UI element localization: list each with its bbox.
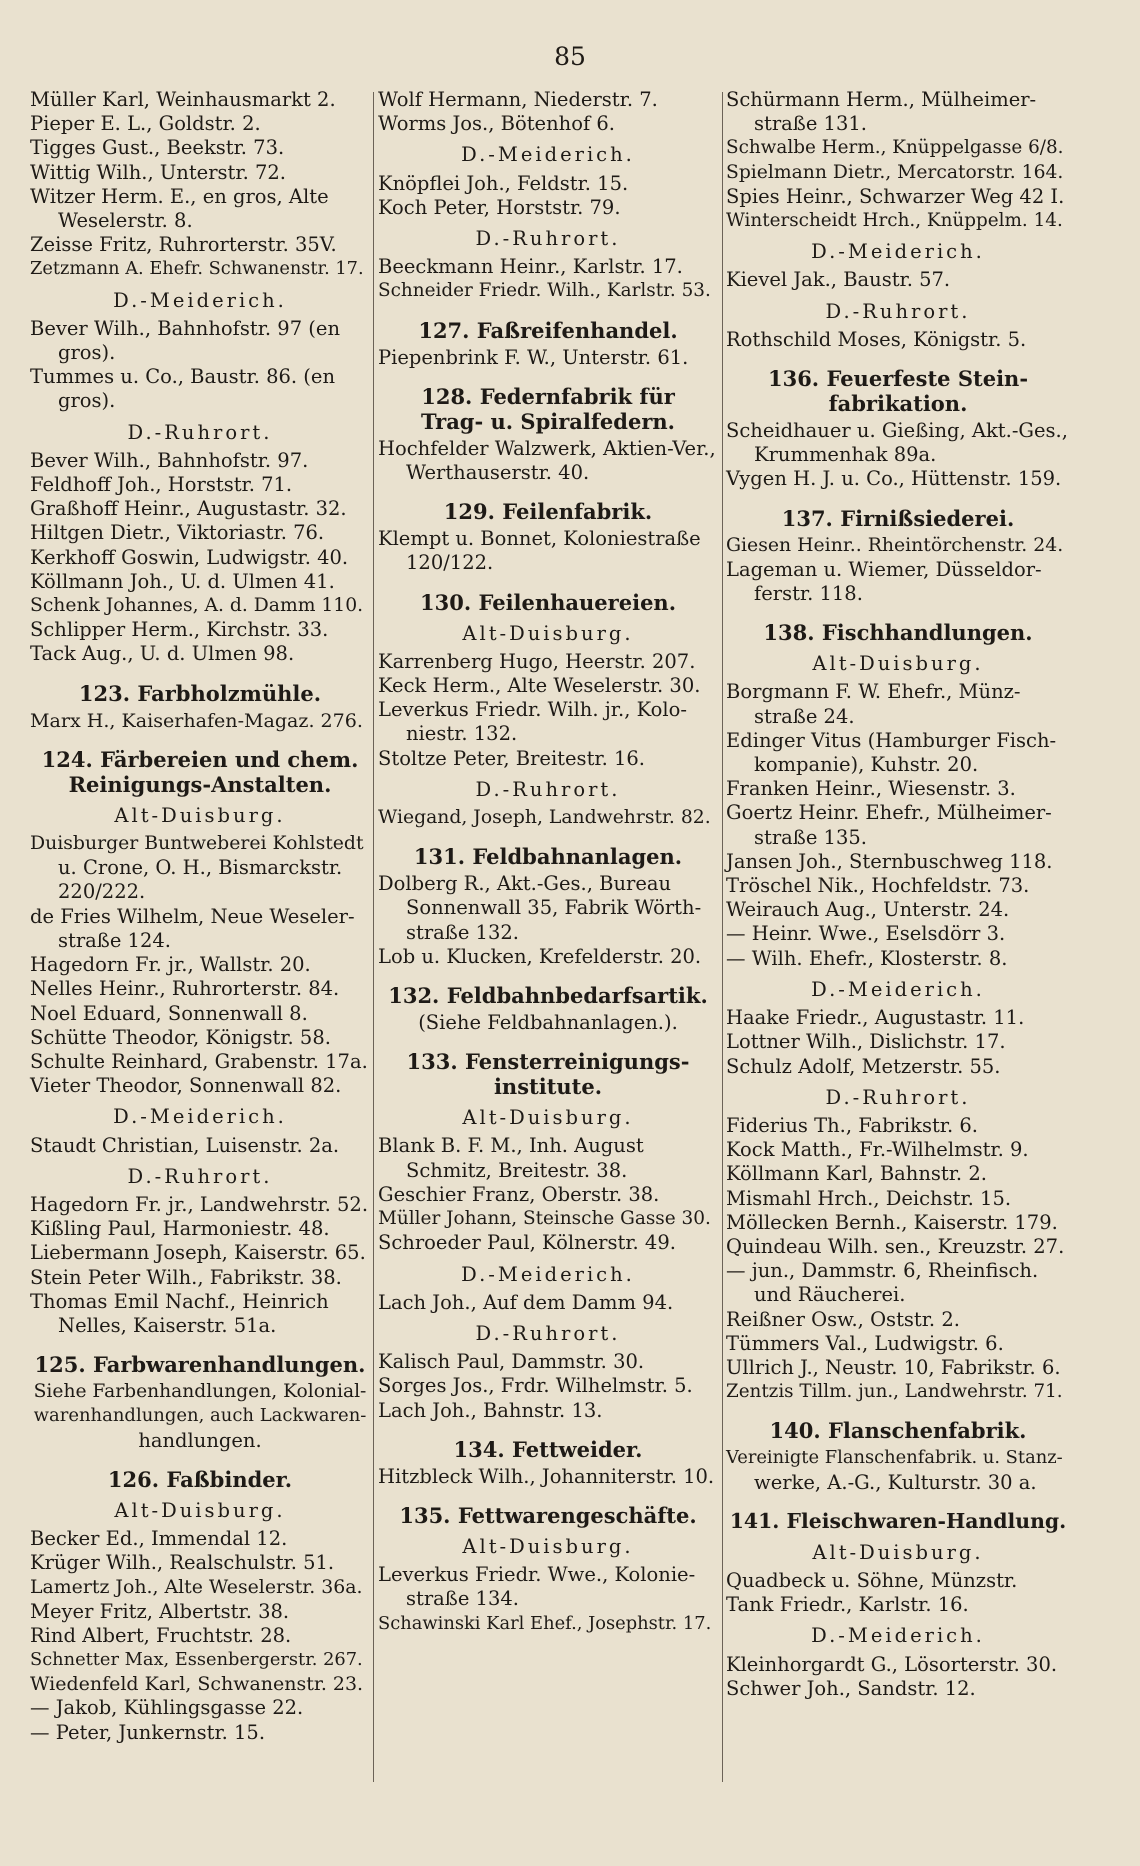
- district-heading: Alt-Duisburg.: [462, 621, 634, 645]
- directory-entry: Schawinski Karl Ehef., Josephstr. 17.: [378, 1612, 712, 1634]
- district-heading: Alt-Duisburg.: [114, 1498, 286, 1522]
- directory-entry: Schwalbe Herm., Knüppelgasse 6/8.: [726, 137, 1064, 159]
- directory-entry: — Heinr. Wwe., Eselsdörr 3.: [726, 922, 1006, 946]
- column-rule: [722, 92, 723, 1782]
- directory-entry: Pieper E. L., Goldstr. 2.: [30, 112, 261, 136]
- directory-entry: Dolberg R., Akt.-Ges., Bureau: [378, 872, 672, 896]
- section-title: Fleischwaren-Handlung.: [786, 1508, 1067, 1533]
- directory-entry-continuation: Nelles, Kaiserstr. 51a.: [58, 1313, 277, 1337]
- section-heading: [726, 366, 1070, 416]
- directory-entry-continuation: niestr. 132.: [406, 722, 518, 746]
- section-heading: [378, 590, 718, 615]
- directory-entry: Zeisse Fritz, Ruhrorterstr. 35V.: [30, 233, 337, 257]
- directory-entry: Wittig Wilh., Unterstr. 72.: [30, 160, 286, 184]
- directory-entry: Hiltgen Dietr., Viktoriastr. 76.: [30, 521, 325, 545]
- section-number: 134.: [453, 1436, 505, 1462]
- directory-entry-continuation: straße 135.: [754, 825, 867, 849]
- section-heading: [378, 1437, 718, 1462]
- column-right: [726, 88, 1070, 1701]
- directory-entry: Hagedorn Fr. jr., Wallstr. 20.: [30, 953, 311, 977]
- directory-entry: Spies Heinr., Schwarzer Weg 42 I.: [726, 184, 1065, 208]
- directory-entry: Schütte Theodor, Königstr. 58.: [30, 1025, 331, 1049]
- section-heading: [726, 506, 1070, 531]
- directory-entry: Kißling Paul, Harmoniestr. 48.: [30, 1217, 330, 1241]
- cross-reference-note: Siehe Farbenhandlungen, Kolonial-: [33, 1381, 367, 1403]
- cross-reference-note: warenhandlungen, auch Lackwaren-: [33, 1405, 367, 1427]
- directory-entry: Zetzmann A. Ehefr. Schwanenstr. 17.: [30, 259, 364, 280]
- directory-entry: de Fries Wilhelm, Neue Weseler-: [30, 904, 355, 928]
- directory-entry: Lob u. Klucken, Krefelderstr. 20.: [378, 944, 702, 968]
- district-heading: D.-Ruhrort.: [127, 420, 273, 444]
- directory-entry: Hochfelder Walzwerk, Aktien-Ver.,: [378, 436, 716, 460]
- section-number: 141.: [729, 1508, 780, 1533]
- directory-entry: — Wilh. Ehefr., Klosterstr. 8.: [726, 946, 1008, 970]
- directory-entry: Goertz Heinr. Ehefr., Mülheimer-: [726, 801, 1052, 825]
- directory-entry: Marx H., Kaiserhafen-Magaz. 276.: [30, 709, 363, 732]
- directory-entry: Kievel Jak., Baustr. 57.: [726, 268, 951, 292]
- directory-entry: Rind Albert, Fruchtstr. 28.: [30, 1623, 292, 1647]
- directory-entry: Blank B. F. M., Inh. August: [378, 1134, 644, 1158]
- section-title: Feldbahnbedarfsartik.: [446, 983, 708, 1009]
- directory-entry: Jansen Joh., Sternbuschweg 118.: [726, 849, 1053, 873]
- directory-entry: — Peter, Junkernstr. 15.: [30, 1720, 266, 1744]
- directory-entry: Vieter Theodor, Sonnenwall 82.: [30, 1074, 342, 1098]
- section-title: Feuerfeste Stein-: [826, 366, 1029, 392]
- section-heading: [378, 384, 718, 434]
- section-number: 132.: [388, 983, 440, 1009]
- district-heading: D.-Meiderich.: [811, 1624, 985, 1648]
- district-heading: Alt-Duisburg.: [114, 803, 286, 827]
- directory-entry-continuation: straße 134.: [406, 1587, 519, 1611]
- directory-entry-continuation: u. Crone, O. H., Bismarckstr.: [58, 856, 343, 880]
- section-number: 137.: [781, 505, 833, 531]
- directory-entry: Spielmann Dietr., Mercatorstr. 164.: [726, 161, 1064, 183]
- section-heading: [378, 318, 718, 343]
- directory-entry: Köllmann Joh., U. d. Ulmen 41.: [30, 569, 335, 593]
- district-heading: D.-Meiderich.: [113, 288, 287, 312]
- directory-entry: Scheidhauer u. Gießing, Akt.-Ges.,: [726, 419, 1068, 443]
- directory-entry: Lamertz Joh., Alte Weselerstr. 36a.: [30, 1576, 363, 1599]
- directory-entry: Wolf Hermann, Niederstr. 7.: [378, 88, 658, 111]
- directory-entry: Schnetter Max, Essenbergerstr. 267.: [30, 1648, 363, 1670]
- section-number: 140.: [769, 1418, 821, 1444]
- section-title: institute.: [493, 1074, 603, 1100]
- district-heading: D.-Ruhrort.: [475, 227, 621, 251]
- section-title: Fettweider.: [512, 1436, 643, 1462]
- directory-entry: Kerkhoff Goswin, Ludwigstr. 40.: [30, 545, 349, 569]
- directory-entry: Schulz Adolf, Metzerstr. 55.: [726, 1054, 1001, 1078]
- section-heading: [30, 747, 370, 797]
- directory-entry: Tümmers Val., Ludwigstr. 6.: [726, 1331, 1004, 1355]
- directory-entry: Tröschel Nik., Hochfeldstr. 73.: [726, 874, 1030, 898]
- directory-entry: Feldhoff Joh., Horststr. 71.: [30, 473, 293, 497]
- district-heading: D.-Ruhrort.: [475, 1321, 621, 1345]
- directory-entry: Giesen Heinr.. Rheintörchenstr. 24.: [726, 534, 1064, 556]
- section-heading: [30, 1352, 370, 1377]
- section-number: 128.: [421, 383, 473, 409]
- directory-entry: Kleinhorgardt G., Lösorterstr. 30.: [726, 1652, 1058, 1676]
- directory-entry: Klempt u. Bonnet, Koloniestraße: [378, 527, 701, 551]
- directory-entry: Ullrich J., Neustr. 10, Fabrikstr. 6.: [726, 1355, 1061, 1379]
- directory-entry: Hitzbleck Wilh., Johanniterstr. 10.: [378, 1464, 715, 1488]
- section-number: 125.: [34, 1352, 86, 1378]
- section-heading: [378, 499, 718, 524]
- district-heading: D.-Ruhrort.: [825, 299, 971, 323]
- district-heading: D.-Meiderich.: [811, 240, 985, 264]
- directory-entry: Geschier Franz, Oberstr. 38.: [378, 1182, 660, 1206]
- directory-entry: Schlipper Herm., Kirchstr. 33.: [30, 618, 329, 642]
- section-title: Färbereien und chem.: [100, 746, 359, 772]
- directory-entry-continuation: Werthauserstr. 40.: [406, 461, 590, 485]
- directory-entry: Beeckmann Heinr., Karlstr. 17.: [378, 255, 683, 279]
- directory-entry-continuation: 220/222.: [58, 880, 146, 904]
- district-heading: D.-Meiderich.: [113, 1105, 287, 1129]
- directory-entry-continuation: Weselerstr. 8.: [58, 209, 193, 233]
- directory-entry: — Jakob, Kühlingsgasse 22.: [30, 1696, 304, 1720]
- district-heading: D.-Ruhrort.: [127, 1164, 273, 1188]
- directory-entry: Stoltze Peter, Breitestr. 16.: [378, 746, 645, 770]
- directory-entry: Schenk Johannes, A. d. Damm 110.: [30, 595, 364, 617]
- section-heading: [378, 844, 718, 869]
- section-number: 135.: [399, 1502, 451, 1528]
- directory-entry-continuation: gros).: [58, 341, 116, 365]
- page-number: 85: [554, 42, 586, 71]
- directory-entry: Duisburger Buntweberei Kohlstedt: [30, 833, 364, 855]
- directory-entry: Stein Peter Wilh., Fabrikstr. 38.: [30, 1265, 342, 1289]
- column-middle: [378, 88, 718, 1636]
- directory-entry: Lottner Wilh., Dislichstr. 17.: [726, 1030, 1006, 1054]
- section-title: Trag- u. Spiralfedern.: [421, 408, 675, 434]
- section-title: Feilenhauereien.: [478, 589, 677, 615]
- directory-entry: Borgmann F. W. Ehefr., Münz-: [726, 680, 1021, 704]
- section-number: 129.: [443, 499, 495, 525]
- directory-entry: Krüger Wilh., Realschulstr. 51.: [30, 1551, 335, 1575]
- district-heading: D.-Meiderich.: [811, 977, 985, 1001]
- section-title: Feldbahnanlagen.: [472, 844, 683, 870]
- section-title: Fettwarengeschäfte.: [457, 1502, 697, 1528]
- directory-entry: Bever Wilh., Bahnhofstr. 97 (en: [30, 316, 341, 340]
- directory-entry: Tack Aug., U. d. Ulmen 98.: [30, 642, 295, 666]
- section-number: 136.: [767, 366, 820, 392]
- directory-entry: — jun., Dammstr. 6, Rheinfisch.: [726, 1259, 1039, 1283]
- section-title: Farbwarenhandlungen.: [93, 1352, 366, 1378]
- directory-entry-continuation: ferstr. 118.: [754, 582, 863, 606]
- directory-entry-continuation: straße 131.: [754, 112, 867, 136]
- section-number: 130.: [419, 589, 472, 615]
- district-heading: D.-Meiderich.: [461, 1262, 635, 1286]
- section-number: 127.: [418, 317, 470, 343]
- section-title: Reinigungs-Anstalten.: [68, 771, 332, 797]
- directory-entry: Fiderius Th., Fabrikstr. 6.: [726, 1113, 978, 1137]
- directory-entry: Witzer Herm. E., en gros, Alte: [30, 184, 329, 208]
- directory-entry: Reißner Osw., Oststr. 2.: [726, 1307, 960, 1331]
- directory-entry: Zentzis Tillm. jun., Landwehrstr. 71.: [726, 1381, 1063, 1403]
- section-number: 124.: [41, 746, 93, 772]
- section-title: Feilenfabrik.: [502, 499, 653, 525]
- section-title: Flanschenfabrik.: [827, 1418, 1027, 1444]
- section-heading: [726, 620, 1070, 645]
- directory-entry-continuation: kompanie), Kuhstr. 20.: [754, 753, 979, 777]
- directory-entry: Staudt Christian, Luisenstr. 2a.: [30, 1133, 340, 1157]
- district-heading: Alt-Duisburg.: [812, 1540, 984, 1564]
- section-heading: [726, 1418, 1070, 1443]
- directory-entry: Edinger Vitus (Hamburger Fisch-: [726, 728, 1057, 752]
- cross-reference-note: (Siehe Feldbahnanlagen.).: [418, 1011, 678, 1035]
- directory-entry: Graßhoff Heinr., Augustastr. 32.: [30, 497, 347, 521]
- directory-entry: Franken Heinr., Wiesenstr. 3.: [726, 777, 1016, 801]
- section-number: 123.: [78, 680, 131, 706]
- directory-entry: Hagedorn Fr. jr., Landwehrstr. 52.: [30, 1192, 369, 1216]
- directory-entry: Müller Johann, Steinsche Gasse 30.: [378, 1208, 711, 1230]
- directory-entry-continuation: Sonnenwall 35, Fabrik Wörth-: [406, 896, 702, 920]
- directory-entry: Leverkus Friedr. Wilh. jr., Kolo-: [378, 698, 687, 722]
- directory-entry: Schneider Friedr. Wilh., Karlstr. 53.: [378, 280, 711, 302]
- cross-reference-note: handlungen.: [138, 1428, 262, 1452]
- column-rule: [373, 92, 374, 1782]
- directory-entry: Köllmann Karl, Bahnstr. 2.: [726, 1162, 987, 1186]
- directory-entry: Sorges Jos., Frdr. Wilhelmstr. 5.: [378, 1374, 693, 1398]
- directory-entry: Haake Friedr., Augustastr. 11.: [726, 1006, 1025, 1030]
- directory-entry: Quadbeck u. Söhne, Münzstr.: [726, 1568, 1018, 1592]
- directory-entry: Vygen H. J. u. Co., Hüttenstr. 159.: [726, 467, 1062, 491]
- directory-entry-continuation: und Räucherei.: [754, 1283, 906, 1307]
- directory-entry: Becker Ed., Immendal 12.: [30, 1526, 288, 1550]
- directory-entry-continuation: straße 124.: [58, 928, 171, 952]
- directory-entry: Mismahl Hrch., Deichstr. 15.: [726, 1186, 1012, 1210]
- section-title: Faßreifenhandel.: [476, 317, 678, 343]
- directory-entry: Leverkus Friedr. Wwe., Kolonie-: [378, 1563, 696, 1587]
- directory-entry: Rothschild Moses, Königstr. 5.: [726, 327, 1027, 351]
- section-title: Fischhandlungen.: [821, 620, 1033, 646]
- directory-entry-continuation: 120/122.: [406, 551, 494, 575]
- directory-entry: Winterscheidt Hrch., Knüppelm. 14.: [726, 210, 1063, 232]
- directory-entry: Meyer Fritz, Albertstr. 38.: [30, 1599, 290, 1623]
- section-title: Farbholzmühle.: [137, 680, 322, 706]
- district-heading: D.-Ruhrort.: [825, 1085, 971, 1109]
- directory-entry: Müller Karl, Weinhausmarkt 2.: [30, 88, 336, 111]
- directory-entry: Karrenberg Hugo, Heerstr. 207.: [378, 649, 696, 673]
- section-heading: [378, 983, 718, 1008]
- section-heading: [726, 1509, 1070, 1534]
- directory-entry: Knöpflei Joh., Feldstr. 15.: [378, 171, 629, 195]
- directory-entry: Vereinigte Flanschenfabrik. u. Stanz-: [726, 1447, 1063, 1469]
- section-heading: [30, 681, 370, 706]
- directory-entry: Tank Friedr., Karlstr. 16.: [726, 1593, 969, 1617]
- section-number: 126.: [107, 1466, 160, 1492]
- directory-entry: Lach Joh., Bahnstr. 13.: [378, 1398, 603, 1422]
- directory-entry-continuation: straße 132.: [406, 920, 519, 944]
- directory-entry: Schulte Reinhard, Grabenstr. 17a.: [30, 1049, 368, 1073]
- section-number: 133.: [406, 1049, 458, 1075]
- directory-entry: Tummes u. Co., Baustr. 86. (en: [30, 365, 336, 389]
- section-title: Fensterreinigungs-: [465, 1049, 690, 1075]
- directory-entry: Weirauch Aug., Unterstr. 24.: [726, 898, 1010, 922]
- section-heading: [30, 1467, 370, 1492]
- directory-entry: Worms Jos., Bötenhof 6.: [378, 112, 615, 136]
- directory-entry: Schroeder Paul, Kölnerstr. 49.: [378, 1231, 676, 1255]
- district-heading: Alt-Duisburg.: [812, 652, 984, 676]
- section-title: Federnfabrik für: [479, 383, 675, 409]
- directory-entry-continuation: straße 24.: [754, 704, 855, 728]
- district-heading: D.-Meiderich.: [461, 143, 635, 167]
- directory-entry: Koch Peter, Horststr. 79.: [378, 195, 621, 219]
- directory-entry: Tigges Gust., Beekstr. 73.: [30, 136, 285, 160]
- district-heading: Alt-Duisburg.: [462, 1106, 634, 1130]
- column-left: [30, 88, 370, 1745]
- directory-entry-continuation: Krummenhak 89a.: [754, 443, 937, 467]
- directory-entry: Keck Herm., Alte Weselerstr. 30.: [378, 674, 701, 698]
- directory-entry: Bever Wilh., Bahnhofstr. 97.: [30, 448, 309, 472]
- section-title: Firnißsiederei.: [840, 505, 1015, 531]
- directory-entry-continuation: gros).: [58, 389, 116, 413]
- section-title: fabrikation.: [828, 391, 968, 417]
- directory-entry: Kock Matth., Fr.-Wilhelmstr. 9.: [726, 1138, 1029, 1162]
- directory-entry: Noel Eduard, Sonnenwall 8.: [30, 1001, 308, 1025]
- directory-entry: Schürmann Herm., Mülheimer-: [726, 88, 1037, 111]
- section-heading: [378, 1049, 718, 1099]
- directory-entry: Nelles Heinr., Ruhrorterstr. 84.: [30, 977, 340, 1001]
- section-title: Faßbinder.: [166, 1466, 293, 1492]
- directory-entry: Möllecken Bernh., Kaiserstr. 179.: [726, 1210, 1058, 1234]
- section-number: 138.: [763, 620, 815, 646]
- directory-entry: Kalisch Paul, Dammstr. 30.: [378, 1350, 645, 1374]
- directory-entry: Piepenbrink F. W., Unterstr. 61.: [378, 345, 689, 369]
- directory-entry: Liebermann Joseph, Kaiserstr. 65.: [30, 1241, 366, 1265]
- district-heading: Alt-Duisburg.: [462, 1534, 634, 1558]
- district-heading: D.-Ruhrort.: [475, 777, 621, 801]
- directory-entry: Wiedenfeld Karl, Schwanenstr. 23.: [30, 1673, 364, 1696]
- section-number: 131.: [413, 844, 466, 870]
- directory-entry: Quindeau Wilh. sen., Kreuzstr. 27.: [726, 1234, 1065, 1258]
- directory-entry: Lach Joh., Auf dem Damm 94.: [378, 1290, 674, 1314]
- directory-entry: Wiegand, Joseph, Landwehrstr. 82.: [378, 807, 711, 829]
- directory-entry: Schwer Joh., Sandstr. 12.: [726, 1676, 976, 1700]
- directory-entry: Thomas Emil Nachf., Heinrich: [30, 1289, 329, 1313]
- directory-entry-continuation: werke, A.-G., Kulturstr. 30 a.: [754, 1470, 1037, 1494]
- section-heading: [378, 1503, 718, 1528]
- directory-entry: Lageman u. Wiemer, Düsseldor-: [726, 557, 1042, 581]
- directory-entry-continuation: Schmitz, Breitestr. 38.: [406, 1158, 628, 1182]
